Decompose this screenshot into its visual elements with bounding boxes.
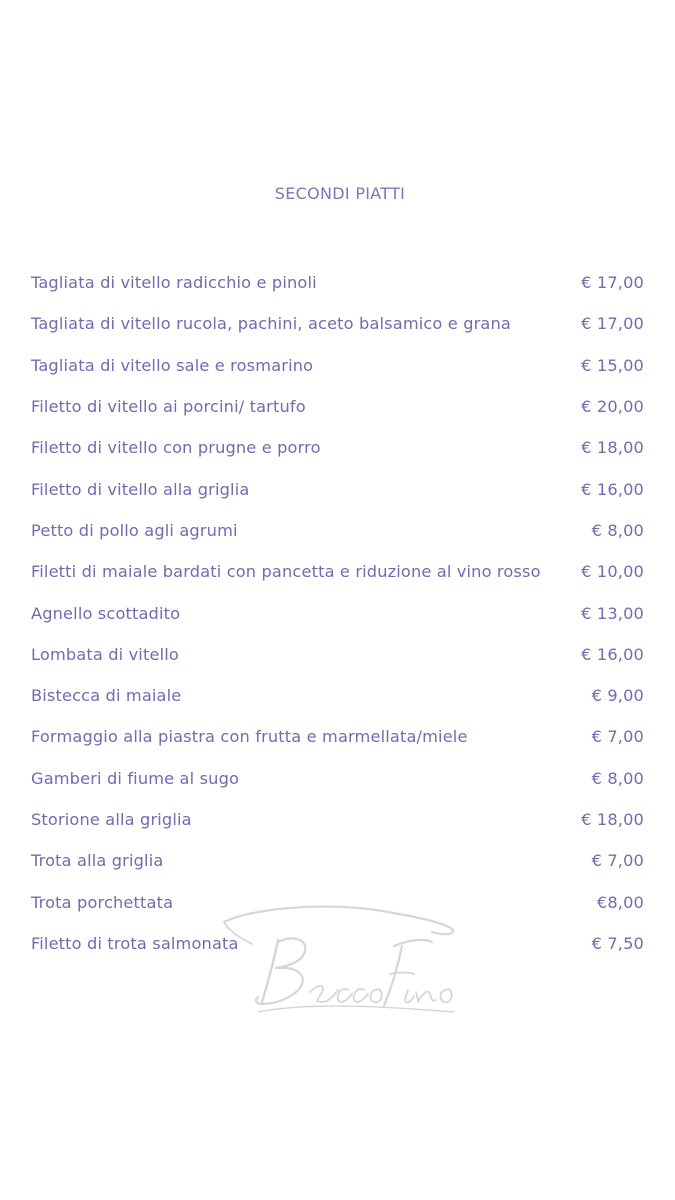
dish-name: Filetto di vitello alla griglia (31, 479, 250, 499)
list-item (31, 716, 644, 757)
dish-price: € 8,00 (591, 768, 644, 788)
list-item (31, 551, 644, 592)
dish-name: Tagliata di vitello rucola, pachini, aceto balsamico e grana (31, 314, 511, 334)
dish-name: Formaggio alla piastra con frutta e marmellata/miele (31, 727, 468, 747)
list-item (31, 799, 644, 840)
dish-name: Lombata di vitello (31, 644, 179, 664)
dish-price: € 16,00 (581, 479, 644, 499)
dish-name: Filetto di vitello ai porcini/ tartufo (31, 397, 306, 417)
menu-list (31, 262, 644, 964)
dish-price: € 18,00 (581, 810, 644, 829)
dish-name: Petto di pollo agli agrumi (31, 520, 238, 540)
dish-name: Gamberi di fiume al sugo (31, 768, 240, 788)
list-item (31, 427, 644, 468)
dish-name: Trota porchettata (31, 892, 174, 912)
list-item (31, 303, 644, 344)
page-title: SECONDI PIATTI (274, 184, 406, 203)
list-item (31, 675, 644, 716)
list-item (31, 386, 644, 427)
dish-price: € 7,00 (591, 851, 644, 871)
dish-price: € 7,00 (591, 727, 644, 747)
list-item (31, 592, 644, 633)
dish-price: € 18,00 (581, 438, 644, 458)
list-item (31, 840, 644, 881)
dish-name: Storione alla griglia (31, 810, 192, 829)
dish-name: Filetti di maiale bardati con pancetta e riduzione al vino rosso (31, 562, 541, 582)
dish-price: € 8,00 (591, 520, 644, 540)
dish-name: Trota alla griglia (31, 851, 164, 871)
dish-name: Bistecca di maiale (31, 686, 182, 706)
dish-price: € 10,00 (581, 562, 644, 582)
dish-price: € 9,00 (591, 686, 644, 706)
list-item (31, 510, 644, 551)
dish-name: Filetto di vitello con prugne e porro (31, 438, 321, 458)
dish-price: € 17,00 (581, 314, 644, 334)
dish-price: € 7,50 (591, 933, 644, 953)
dish-name: Agnello scottadito (31, 603, 181, 623)
dish-price: € 17,00 (581, 273, 644, 293)
dish-price: € 16,00 (581, 644, 644, 664)
list-item (31, 758, 644, 799)
list-item (31, 634, 644, 675)
dish-price: € 20,00 (581, 397, 644, 417)
dish-name: Tagliata di vitello sale e rosmarino (31, 355, 314, 375)
dish-price: €8,00 (596, 892, 644, 912)
list-item (31, 345, 644, 386)
dish-price: € 13,00 (581, 603, 644, 623)
dish-price: € 15,00 (581, 355, 644, 375)
list-item (31, 262, 644, 303)
dish-name: Filetto di trota salmonata (31, 933, 239, 953)
dish-name: Tagliata di vitello radicchio e pinoli (31, 273, 317, 293)
list-item (31, 468, 644, 509)
beccofino-logo-watermark (218, 900, 463, 1020)
